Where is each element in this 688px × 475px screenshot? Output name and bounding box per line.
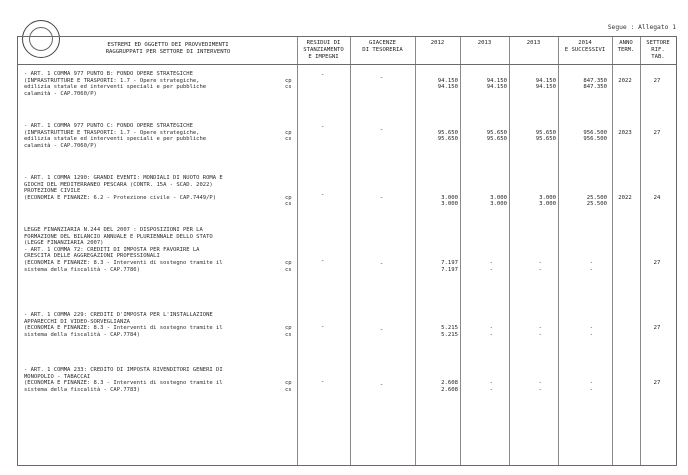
- row-description-line: (INFRASTRUTTURE E TRASPORTI: 1.7 - Opere strategiche,: [24, 77, 200, 84]
- settore-value: 27: [653, 325, 661, 332]
- value-2012: 5.215: [441, 331, 458, 338]
- row-description-line: GIOCHI DEL MEDITERRANEO PESCARA (CONTR. 15A - SCAD. 2022): [24, 181, 213, 188]
- header-year-2013b: 2013: [526, 40, 541, 46]
- header-2014-line: E SUCCESSIVI: [564, 47, 606, 53]
- cp-label: cp: [285, 129, 292, 136]
- value-2014-successivi: -: [589, 380, 593, 387]
- row-description-line: (ECONOMIA E FINANZE: 6.2 - Protezione civile - CAP.7449/P): [24, 194, 217, 201]
- header-giacenze: [350, 40, 415, 54]
- anno-term-value: 2023: [618, 129, 632, 136]
- residui-value: -: [320, 377, 325, 385]
- row-description-line: calamità - CAP.7060/P): [24, 90, 97, 97]
- row-description-line: MONOPOLIO - TABACCAI: [24, 373, 91, 380]
- value-2013a: 3.000: [490, 201, 507, 208]
- row-description-line: PROTEZIONE CIVILE: [24, 188, 81, 195]
- value-2013b: 3.000: [539, 194, 556, 201]
- giacenze-value: -: [379, 260, 384, 268]
- header-year-2014: [558, 40, 612, 54]
- settore-value: 24: [653, 194, 661, 201]
- header-residui-line: STANZIAMENTO: [303, 47, 344, 53]
- giacenze-value: -: [379, 325, 384, 333]
- cs-label: cs: [285, 331, 292, 338]
- giacenze-value: -: [379, 193, 384, 201]
- value-2013a: -: [489, 331, 493, 338]
- value-2013b: -: [538, 325, 542, 332]
- col-divider: [297, 37, 298, 465]
- header-divider: [18, 64, 676, 65]
- giacenze-value: -: [379, 126, 384, 133]
- header-settore-line: SETTORE: [646, 40, 670, 46]
- value-2013b: 95.650: [535, 136, 556, 143]
- header-residui: [297, 40, 350, 61]
- value-2014-successivi: 25.500: [586, 194, 607, 201]
- residui-value: -: [320, 123, 325, 130]
- residui-value: -: [320, 190, 325, 198]
- value-2014-successivi: -: [589, 266, 593, 273]
- giacenze-value: -: [379, 74, 384, 81]
- row-description-line: - ART. 1 COMMA 977 PUNTO B: FONDO OPERE STRATEGICHE: [24, 71, 193, 77]
- row-description-line: (ECONOMIA E FINANZE: 8.3 - Interventi di sostegno tramite il: [24, 260, 223, 266]
- value-2013a: -: [489, 380, 493, 387]
- row-description-line: calamità - CAP.7060/P): [24, 142, 97, 149]
- row-description-line: edilizia statale ed interventi speciali e per pubbliche: [24, 136, 207, 143]
- row-description-line: edilizia statale ed interventi speciali e per pubbliche: [24, 84, 207, 91]
- row-description-line: - ART. 1 COMMA 72: CREDITI DI IMPOSTA PER FAVORIRE LA: [24, 246, 200, 253]
- value-2014-successivi: 847.350: [583, 84, 607, 91]
- row-description-line: sistema della fiscalità - CAP.7783): [24, 386, 140, 393]
- cs-label: cs: [285, 136, 292, 143]
- settore-value: 27: [653, 260, 661, 266]
- col-divider: [612, 37, 613, 465]
- header-residui-line: E IMPEGNI: [308, 54, 339, 60]
- cp-label: cp: [285, 77, 292, 84]
- row-description-line: APPARECCHI DI VIDEO-SORVEGLIANZA: [24, 318, 130, 325]
- value-2012: 3.000: [441, 201, 458, 208]
- col-divider: [509, 37, 510, 465]
- value-2013b: -: [538, 331, 542, 338]
- cp-label: cp: [285, 260, 292, 266]
- value-2012: 2.608: [441, 386, 458, 393]
- cs-label: cs: [285, 266, 292, 273]
- header-description-line: RAGGRUPPATI PER SETTORE DI INTERVENTO: [105, 49, 231, 55]
- residui-value: -: [320, 257, 325, 265]
- settore-value: 27: [653, 129, 661, 136]
- header-settore-line: RIF.: [651, 47, 665, 53]
- header-2014-line: 2014: [578, 40, 592, 46]
- value-2013a: 94.150: [486, 77, 507, 84]
- header-settore-line: TAB.: [651, 54, 665, 60]
- row-description-line: sistema della fiscalità - CAP.7786): [24, 266, 140, 273]
- col-divider: [415, 37, 416, 465]
- value-2013a: -: [489, 325, 493, 332]
- header-description-line: ESTREMI ED OGGETTO DEI PROVVEDIMENTI: [107, 42, 229, 48]
- residui-value: -: [320, 322, 325, 330]
- row-description-line: - ART. 1 COMMA 233: CREDITO DI IMPOSTA RIVENDITORI GENERI DI: [24, 367, 223, 373]
- header-year-2013a: 2013: [477, 40, 492, 46]
- value-2013b: 94.150: [535, 84, 556, 91]
- header-giacenze-line: DI TESORERIA: [362, 47, 403, 53]
- row-description-line: FORMAZIONE DEL BILANCIO ANNUALE E PLURIENNALE DELLO STATO: [24, 233, 213, 240]
- header-anno-line: ANNO: [619, 40, 633, 46]
- value-2013b: -: [538, 380, 542, 387]
- giacenze-value: -: [379, 380, 384, 388]
- continuation-label: Segue : Allegato 1: [607, 24, 676, 31]
- value-2014-successivi: 25.500: [586, 201, 607, 208]
- anno-term-value: 2022: [618, 77, 632, 84]
- row-description-line: (ECONOMIA E FINANZE: 8.3 - Interventi di sostegno tramite il: [24, 325, 223, 332]
- cp-label: cp: [285, 325, 292, 332]
- value-2013a: -: [489, 266, 493, 273]
- value-2014-successivi: 956.500: [583, 136, 607, 143]
- value-2013a: 3.000: [490, 194, 507, 201]
- residui-value: -: [320, 71, 325, 78]
- row-description-line: - ART. 1 COMMA 977 PUNTO C: FONDO OPERE STRATEGICHE: [24, 123, 193, 129]
- col-divider: [558, 37, 559, 465]
- header-year-2012: 2012: [430, 40, 445, 46]
- settore-value: 27: [653, 77, 661, 84]
- row-description-line: - ART. 1 COMMA 1290: GRANDI EVENTI: MONDIALI DI NUOTO ROMA E: [24, 175, 223, 181]
- col-divider: [640, 37, 641, 465]
- col-divider: [460, 37, 461, 465]
- row-description-line: (INFRASTRUTTURE E TRASPORTI: 1.7 - Opere strategiche,: [24, 129, 200, 136]
- value-2014-successivi: -: [589, 386, 593, 393]
- col-divider: [350, 37, 351, 465]
- value-2013a: 94.150: [486, 84, 507, 91]
- value-2012: 2.608: [441, 380, 458, 387]
- value-2013b: -: [538, 386, 542, 393]
- cs-label: cs: [285, 201, 292, 208]
- row-description-line: CRESCITA DELLE AGGREGAZIONI PROFESSIONALI: [24, 253, 160, 260]
- value-2014-successivi: 956.500: [583, 129, 607, 136]
- header-residui-line: RESIDUI DI: [306, 40, 341, 46]
- row-description-line: (ECONOMIA E FINANZE: 8.3 - Interventi di sostegno tramite il: [24, 380, 223, 387]
- value-2012: 5.215: [441, 325, 458, 332]
- value-2013b: 95.650: [535, 129, 556, 136]
- value-2013b: 3.000: [539, 201, 556, 208]
- value-2013a: -: [489, 260, 493, 266]
- cp-label: cp: [285, 380, 292, 387]
- value-2013b: 94.150: [535, 77, 556, 84]
- value-2013b: -: [538, 266, 542, 273]
- value-2012: 95.650: [437, 136, 458, 143]
- header-anno: [612, 40, 640, 54]
- settore-value: 27: [653, 380, 661, 387]
- header-description: [58, 42, 278, 56]
- value-2014-successivi: 847.350: [583, 77, 607, 84]
- value-2013a: -: [489, 386, 493, 393]
- value-2012: 94.150: [437, 84, 458, 91]
- value-2014-successivi: -: [589, 325, 593, 332]
- value-2014-successivi: -: [589, 260, 593, 266]
- value-2013a: 95.650: [486, 136, 507, 143]
- header-settore: [640, 40, 676, 61]
- row-description-line: sistema della fiscalità - CAP.7784): [24, 331, 140, 338]
- cs-label: cs: [285, 386, 292, 393]
- value-2012: 94.150: [437, 77, 458, 84]
- value-2012: 7.197: [441, 260, 458, 266]
- value-2012: 95.650: [437, 129, 458, 136]
- value-2013a: 95.650: [486, 129, 507, 136]
- anno-term-value: 2022: [618, 194, 632, 201]
- value-2012: 3.000: [441, 194, 458, 201]
- row-description-line: (LEGGE FINANZIARIA 2007): [24, 240, 104, 247]
- value-2012: 7.197: [441, 266, 458, 273]
- header-anno-line: TERM.: [617, 47, 635, 53]
- value-2013b: -: [538, 260, 542, 266]
- row-description-line: LEGGE FINANZIARIA N.244 DEL 2007 : DISPOSIZIONI PER LA: [24, 227, 203, 233]
- cp-label: cp: [285, 194, 292, 201]
- header-giacenze-line: GIACENZE: [369, 40, 396, 46]
- row-description-line: - ART. 1 COMMA 229: CREDITI D'IMPOSTA PER L'INSTALLAZIONE: [24, 312, 213, 318]
- value-2014-successivi: -: [589, 331, 593, 338]
- cs-label: cs: [285, 84, 292, 91]
